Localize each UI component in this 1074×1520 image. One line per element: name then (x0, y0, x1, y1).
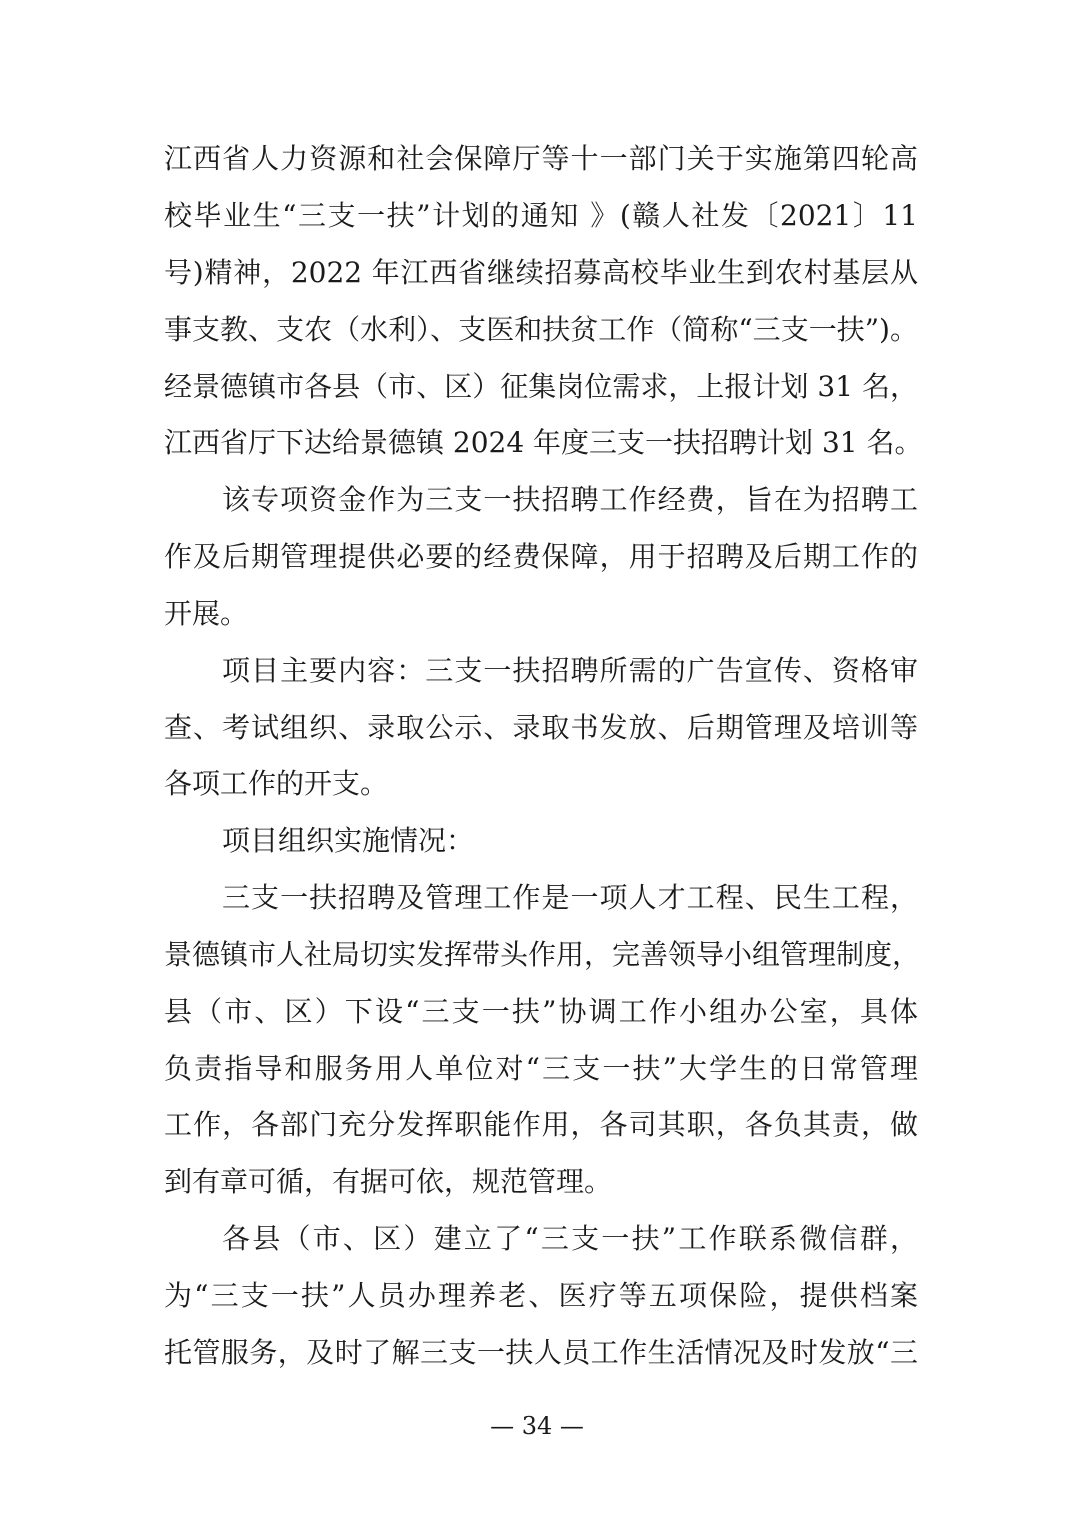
body-text-line: 江西省人力资源和社会保障厅等十一部门关于实施第四轮高 (164, 142, 918, 175)
body-text-line: 该专项资金作为三支一扶招聘工作经费，旨在为招聘工 (222, 483, 918, 516)
body-text-line: 三支一扶招聘及管理工作是一项人才工程、民生工程， (222, 881, 918, 914)
body-text-line: 作及后期管理提供必要的经费保障，用于招聘及后期工作的 (164, 540, 918, 573)
body-text-line: 县（市、区）下设“三支一扶”协调工作小组办公室，具体 (164, 995, 918, 1028)
body-text-line: 各县（市、区）建立了“三支一扶”工作联系微信群， (222, 1222, 918, 1255)
body-text-line: 托管服务，及时了解三支一扶人员工作生活情况及时发放“三 (164, 1336, 918, 1369)
section-heading: 项目组织实施情况： (222, 824, 475, 857)
body-text-line: 到有章可循，有据可依，规范管理。 (164, 1165, 613, 1198)
body-text-line: 工作，各部门充分发挥职能作用，各司其职，各负其责，做 (164, 1108, 918, 1141)
body-text-line: 经景德镇市各县（市、区）征集岗位需求，上报计划 31 名， (164, 370, 918, 403)
body-text-line: 开展。 (164, 597, 249, 630)
page-number: — 34 — (490, 1412, 584, 1440)
body-text-line: 负责指导和服务用人单位对“三支一扶”大学生的日常管理 (164, 1052, 918, 1085)
body-text-line: 江西省厅下达给景德镇 2024 年度三支一扶招聘计划 31 名。 (164, 426, 923, 459)
body-text-line: 查、考试组织、录取公示、录取书发放、后期管理及培训等 (164, 711, 918, 744)
body-text-line: 事支教、支农（水利）、支医和扶贫工作（简称“三支一扶”)。 (164, 313, 918, 346)
body-text-line: 景德镇市人社局切实发挥带头作用，完善领导小组管理制度， (164, 938, 921, 971)
body-text-line: 号)精神，2022 年江西省继续招募高校毕业生到农村基层从 (164, 256, 918, 289)
body-text-line: 为“三支一扶”人员办理养老、医疗等五项保险，提供档案 (164, 1279, 918, 1312)
body-text-line: 各项工作的开支。 (164, 767, 389, 800)
body-text-line: 校毕业生“三支一扶”计划的通知 》(赣人社发〔2021〕11 (164, 199, 918, 232)
body-text-line: 项目主要内容：三支一扶招聘所需的广告宣传、资格审 (222, 654, 918, 687)
